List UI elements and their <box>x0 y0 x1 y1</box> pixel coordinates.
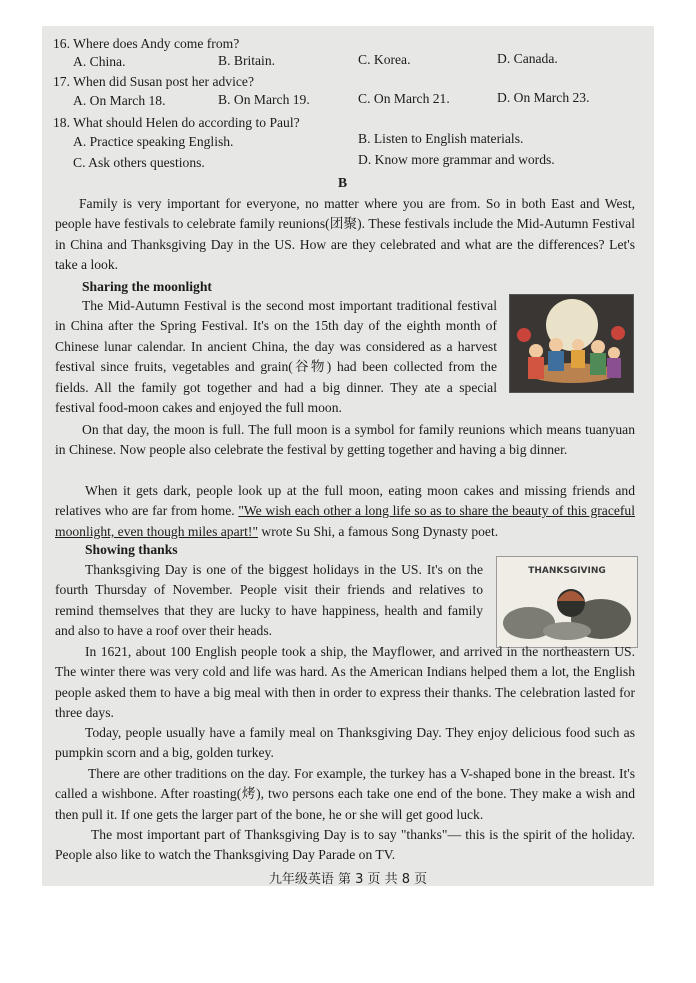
thanksgiving-caption: THANKSGIVING <box>528 566 606 576</box>
option-16a: A. China. <box>73 54 126 69</box>
option-17d: D. On March 23. <box>497 90 590 105</box>
question-18: 18. What should Helen do according to Paul? <box>53 115 300 130</box>
option-18d: D. Know more grammar and words. <box>358 152 555 167</box>
option-17a: A. On March 18. <box>73 93 166 108</box>
thanksgiving-paragraph-2: In 1621, about 100 English people took a ship, the Mayflower, and arrived in the northeastern US. The winter there was very cold and life was hard. As the American Indians helped them a lot, the English people asked them to have a big meal with then in order to express their thanks. The celebration lasted for three days. <box>55 644 635 721</box>
thanksgiving-paragraph-4: There are other traditions on the day. For example, the turkey has a V-shaped bone in the breast. It's called a wishbone. After roasting(烤), two persons each take one end of the bone. They make a wish and then pull it. If one gets the larger part of the bone, he or she will get good luck. <box>55 766 635 822</box>
heading-showing-thanks: Showing thanks <box>85 542 178 557</box>
su-shi-quote: "We wish each other a long life so as to share the beauty of this graceful moonlight, even though miles apart!" <box>55 503 635 539</box>
section-label: B <box>338 175 348 190</box>
mid-autumn-paragraph-2: On that day, the moon is full. The full moon is a symbol for family reunions which means tuanyuan in Chinese. Now people also celebrate the festival by getting together and having a big dinner. <box>55 422 635 458</box>
thanksgiving-illustration <box>497 557 637 647</box>
thanksgiving-paragraph-1: Thanksgiving Day is one of the biggest holidays in the US. It's on the fourth Thursday of November. People visit their friends and relatives to remind themselves that they are lucky to have happiness, health and family and also to have a roof over their heads. <box>55 562 483 639</box>
thanksgiving-paragraph-3: Today, people usually have a family meal on Thanksgiving Day. They enjoy delicious food such as pumpkin scorn and a big, golden turkey. <box>55 725 635 761</box>
question-17: 17. When did Susan post her advice? <box>53 74 254 89</box>
question-16: 16. Where does Andy come from? <box>53 36 240 51</box>
family-dinner-illustration <box>510 295 633 392</box>
option-16d: D. Canada. <box>497 51 558 66</box>
thanksgiving-paragraph-5: The most important part of Thanksgiving Day is to say "thanks"— this is the spirit of the holiday. People also like to watch the Thanksgiving Day Parade on TV. <box>55 827 635 863</box>
mid-autumn-family-image <box>509 294 634 393</box>
exam-page <box>42 26 654 886</box>
heading-sharing-moonlight: Sharing the moonlight <box>82 279 212 294</box>
option-16c: C. Korea. <box>358 52 411 67</box>
option-18c: C. Ask others questions. <box>73 155 205 170</box>
thanksgiving-image <box>496 556 638 648</box>
option-17b: B. On March 19. <box>218 92 310 107</box>
mid-autumn-paragraph-1: The Mid-Autumn Festival is the second most important traditional festival in China after the Spring Festival. It's on the 15th day of the eighth month of Chinese lunar calendar. In ancient China, the day was considered as a harvest festival since fruits, vegetables and grain(谷物) had been collected from the fields. All the family got together and had a big dinner. They ate a special festival food-moon cakes and enjoyed the full moon. <box>55 298 497 416</box>
mid-autumn-paragraph-3: When it gets dark, people look up at the full moon, eating moon cakes and missing friends and relatives who are far from home. "We wish each other a long life so as to share the beauty of this graceful moonlight, even though miles apart!" wrote Su Shi, a famous Song Dynasty poet. <box>55 483 635 539</box>
option-17c: C. On March 21. <box>358 91 450 106</box>
page-footer: 九年级英语 第 3 页 共 8 页 <box>268 872 428 887</box>
intro-paragraph: Family is very important for everyone, no matter where you are from. So in both East and West, people have festivals to celebrate family reunions(团聚). These festivals include the Mid-Autumn Festival in China and Thanksgiving Day in the US. How are they celebrated and what are the differences? Let's take a look. <box>55 196 635 273</box>
option-16b: B. Britain. <box>218 53 276 68</box>
option-18a: A. Practice speaking English. <box>73 134 234 149</box>
option-18b: B. Listen to English materials. <box>358 131 524 146</box>
